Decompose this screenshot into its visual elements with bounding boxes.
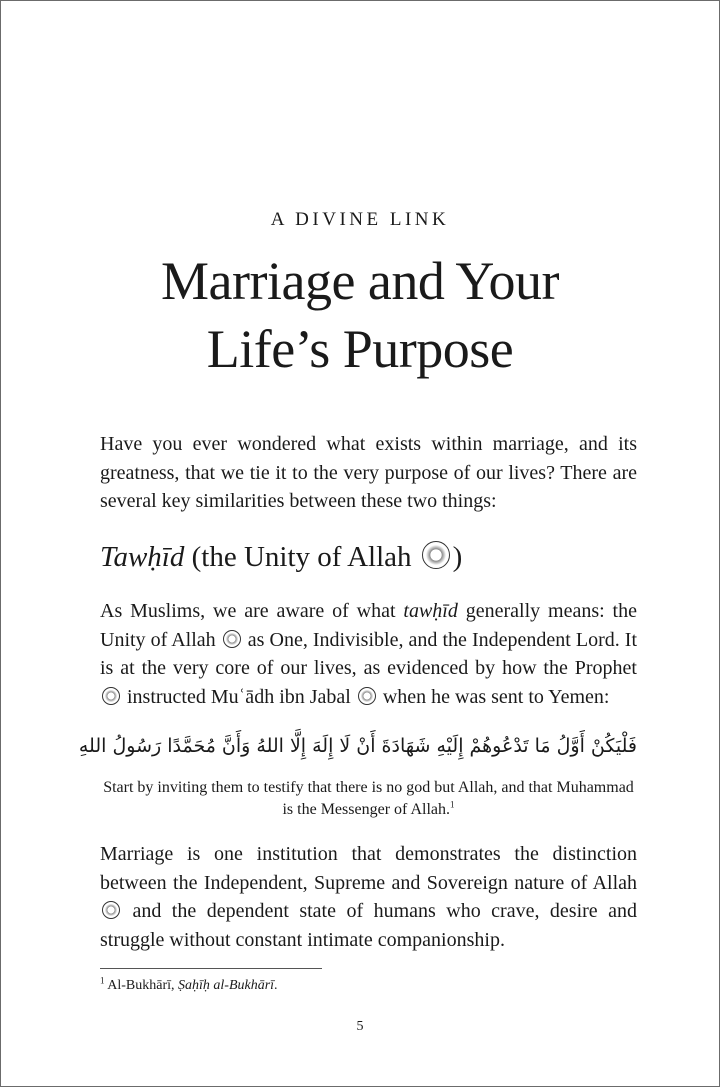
- section-heading: [100, 539, 462, 575]
- hadith-translation-text: Start by inviting them to testify that there is no god but Allah, and that Muhammad is the Messenger of Allah.: [103, 779, 634, 818]
- footnote-source: Ṣaḥīḥ al-Bukhārī: [178, 978, 275, 993]
- tawhid-paragraph-part: generally means: the Unity of Allah: [100, 600, 637, 651]
- intro-paragraph: Have you ever wondered what exists within marriage, and its greatness, that we tie it to the very purpose of our lives? There are several key similarities between these two things:: [100, 433, 637, 513]
- marriage-paragraph-part: and the dependent state of humans who crave, desire and struggle without constant intimate companionship.: [100, 900, 637, 951]
- tawhid-paragraph-part: As Muslims, we are aware of what: [100, 600, 404, 622]
- footnote: [100, 976, 278, 996]
- honorific-icon: [102, 687, 120, 705]
- honorific-icon: [422, 541, 450, 569]
- chapter-kicker: A DIVINE LINK: [270, 209, 450, 230]
- tawhid-paragraph-part: as One, Indivisible, and the Independent Lord. It is at the very core of our lives, as evidenced by how the Prophet: [100, 628, 638, 680]
- footnote-reference: 1: [450, 799, 455, 810]
- footnote-divider: [100, 968, 322, 969]
- footnote-mark: 1: [100, 975, 105, 986]
- section-heading-close: ): [452, 541, 463, 573]
- tawhid-paragraph-part: when he was sent to Yemen:: [377, 685, 610, 708]
- footnote-text: Al-Bukhārī,: [104, 978, 178, 993]
- marriage-paragraph-part: Marriage is one institution that demonstrates the distinction between the Independent, Supreme and Sovereign nature of Allah: [100, 843, 637, 894]
- tawhid-term: tawḥīd: [403, 600, 458, 622]
- hadith-translation: [100, 777, 637, 821]
- honorific-icon: [102, 901, 120, 919]
- section-heading-term: Tawḥīd: [100, 541, 185, 573]
- chapter-title-line-1: Marriage and Your: [161, 251, 559, 311]
- section-heading-text: (the Unity of Allah: [184, 541, 419, 573]
- honorific-icon: [223, 630, 241, 648]
- hadith-arabic: فَلْيَكُنْ أَوَّلُ مَا تَدْعُوهُمْ إِلَيْهِ شَهَادَةَ أَنْ لَا إِلَهَ إِلَّا اللهُ وَأَنَّ مُحَمَّدًا رَسُولُ اللهِ: [78, 735, 637, 757]
- chapter-title-line-2: Life’s Purpose: [206, 319, 514, 379]
- tawhid-paragraph: [100, 597, 637, 711]
- honorific-icon: [358, 687, 376, 705]
- chapter-title: [1, 247, 719, 383]
- tawhid-paragraph-part: instructed Muʿādh ibn Jabal: [122, 685, 356, 708]
- page-number: 5: [356, 1019, 364, 1034]
- footnote-end: .: [274, 978, 278, 993]
- marriage-paragraph: [100, 840, 637, 954]
